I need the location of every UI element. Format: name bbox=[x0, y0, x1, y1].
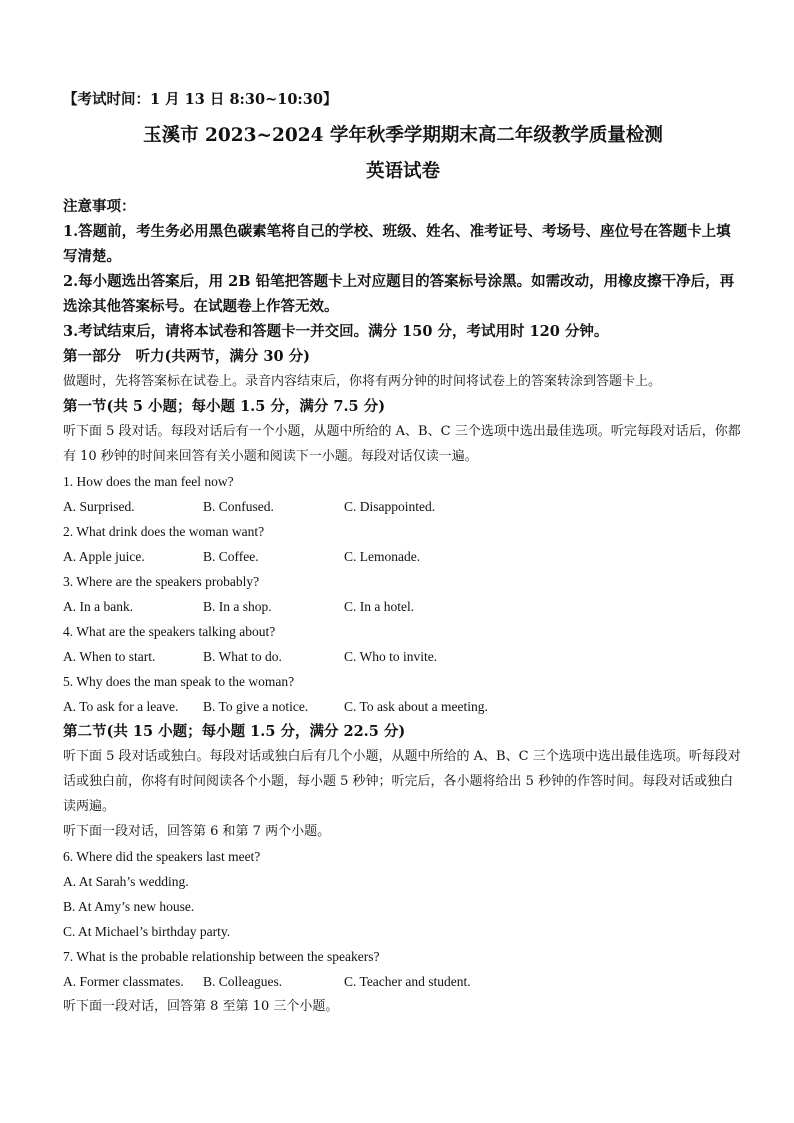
option-c: C. In a hotel. bbox=[344, 599, 415, 614]
question-stem: 5. Why does the man speak to the woman? bbox=[63, 674, 295, 689]
section2-heading: 第二节(共 15 小题；每小题 1.5 分，满分 22.5 分) bbox=[63, 723, 406, 740]
option-b: B. What to do. bbox=[203, 649, 282, 664]
question-options bbox=[63, 594, 743, 619]
option-b: B. Colleagues. bbox=[203, 974, 283, 989]
option-a: A. In a bank. bbox=[63, 599, 134, 614]
option-c: C. To ask about a meeting. bbox=[344, 699, 488, 714]
question-2 bbox=[63, 519, 743, 569]
dialog-intro-6-7: 听下面一段对话，回答第 6 和第 7 两个小题。 bbox=[63, 824, 331, 839]
notes bbox=[63, 194, 743, 344]
option-b: B. Coffee. bbox=[203, 549, 259, 564]
question-stem: 2. What drink does the woman want? bbox=[63, 524, 265, 539]
exam-page bbox=[63, 88, 743, 1019]
part1-heading: 第一部分 听力(共两节，满分 30 分) bbox=[63, 348, 310, 365]
option-c: C. Lemonade. bbox=[344, 549, 421, 564]
note-item-3: 3.考试结束后，请将本试卷和答题卡一并交回。满分 150 分，考试用时 120 分钟。 bbox=[63, 323, 609, 340]
question-1 bbox=[63, 469, 743, 519]
question-options bbox=[63, 494, 743, 519]
question-options bbox=[63, 969, 743, 994]
option-b: B. In a shop. bbox=[203, 599, 272, 614]
question-7 bbox=[63, 944, 743, 994]
note-item-2: 2.每小题选出答案后，用 2B 铅笔把答题卡上对应题目的答案标号涂黑。如需改动，用橡皮擦干净后，再选涂其他答案标号。在试题卷上作答无效。 bbox=[63, 273, 735, 315]
question-stem: 7. What is the probable relationship between the speakers? bbox=[63, 949, 380, 964]
question-options bbox=[63, 544, 743, 569]
option-a: A. When to start. bbox=[63, 649, 156, 664]
question-3 bbox=[63, 569, 743, 619]
question-stem: 6. Where did the speakers last meet? bbox=[63, 849, 261, 864]
option-c: C. At Michael’s birthday party. bbox=[63, 924, 231, 939]
exam-time: 【考试时间：1 月 13 日 8:30~10:30】 bbox=[63, 91, 338, 108]
section1-instruction: 听下面 5 段对话。每段对话后有一个小题，从题中所给的 A、B、C 三个选项中选出最佳选项。听完每段对话后，你都有 10 秒钟的时间来回答有关小题和阅读下一小题。每段对话仅读一遍。 bbox=[63, 424, 741, 464]
option-c: C. Disappointed. bbox=[344, 499, 436, 514]
option-c: C. Who to invite. bbox=[344, 649, 438, 664]
dialog-intro-8-10: 听下面一段对话，回答第 8 至第 10 三个小题。 bbox=[63, 999, 339, 1014]
part1-instruction: 做题时，先将答案标在试卷上。录音内容结束后，你将有两分钟的时间将试卷上的答案转涂到答题卡上。 bbox=[63, 374, 662, 389]
option-b: B. Confused. bbox=[203, 499, 274, 514]
option-a: A. Former classmates. bbox=[63, 974, 184, 989]
question-stem: 3. Where are the speakers probably? bbox=[63, 574, 260, 589]
question-6 bbox=[63, 844, 743, 944]
option-a: A. Apple juice. bbox=[63, 549, 145, 564]
option-a: A. Surprised. bbox=[63, 499, 135, 514]
exam-subtitle: 英语试卷 bbox=[365, 161, 440, 182]
question-options bbox=[63, 644, 743, 669]
note-item-1: 1.答题前，考生务必用黑色碳素笔将自己的学校、班级、姓名、准考证号、考场号、座位号在答题卡上填写清楚。 bbox=[63, 223, 731, 265]
option-a: A. At Sarah’s wedding. bbox=[63, 874, 189, 889]
question-stem: 1. How does the man feel now? bbox=[63, 474, 234, 489]
section2-instruction: 听下面 5 段对话或独白。每段对话或独白后有几个小题，从题中所给的 A、B、C 三个选项中选出最佳选项。听每段对话或独白前，你将有时间阅读各个小题，每小题 5 秒钟；听完后，各小题将给出 5 秒钟的作答时间。每段对话或独白读两遍。 bbox=[63, 749, 741, 814]
notes-heading: 注意事项： bbox=[63, 198, 136, 215]
question-4 bbox=[63, 619, 743, 669]
question-5 bbox=[63, 669, 743, 719]
option-a: A. To ask for a leave. bbox=[63, 699, 179, 714]
option-b: B. To give a notice. bbox=[203, 699, 309, 714]
question-options bbox=[63, 694, 743, 719]
question-stem: 4. What are the speakers talking about? bbox=[63, 624, 276, 639]
section1-heading: 第一节(共 5 小题；每小题 1.5 分，满分 7.5 分) bbox=[63, 398, 386, 415]
option-b: B. At Amy’s new house. bbox=[63, 899, 195, 914]
exam-title: 玉溪市 2023~2024 学年秋季学期期末高二年级教学质量检测 bbox=[143, 125, 663, 146]
option-c: C. Teacher and student. bbox=[344, 974, 471, 989]
